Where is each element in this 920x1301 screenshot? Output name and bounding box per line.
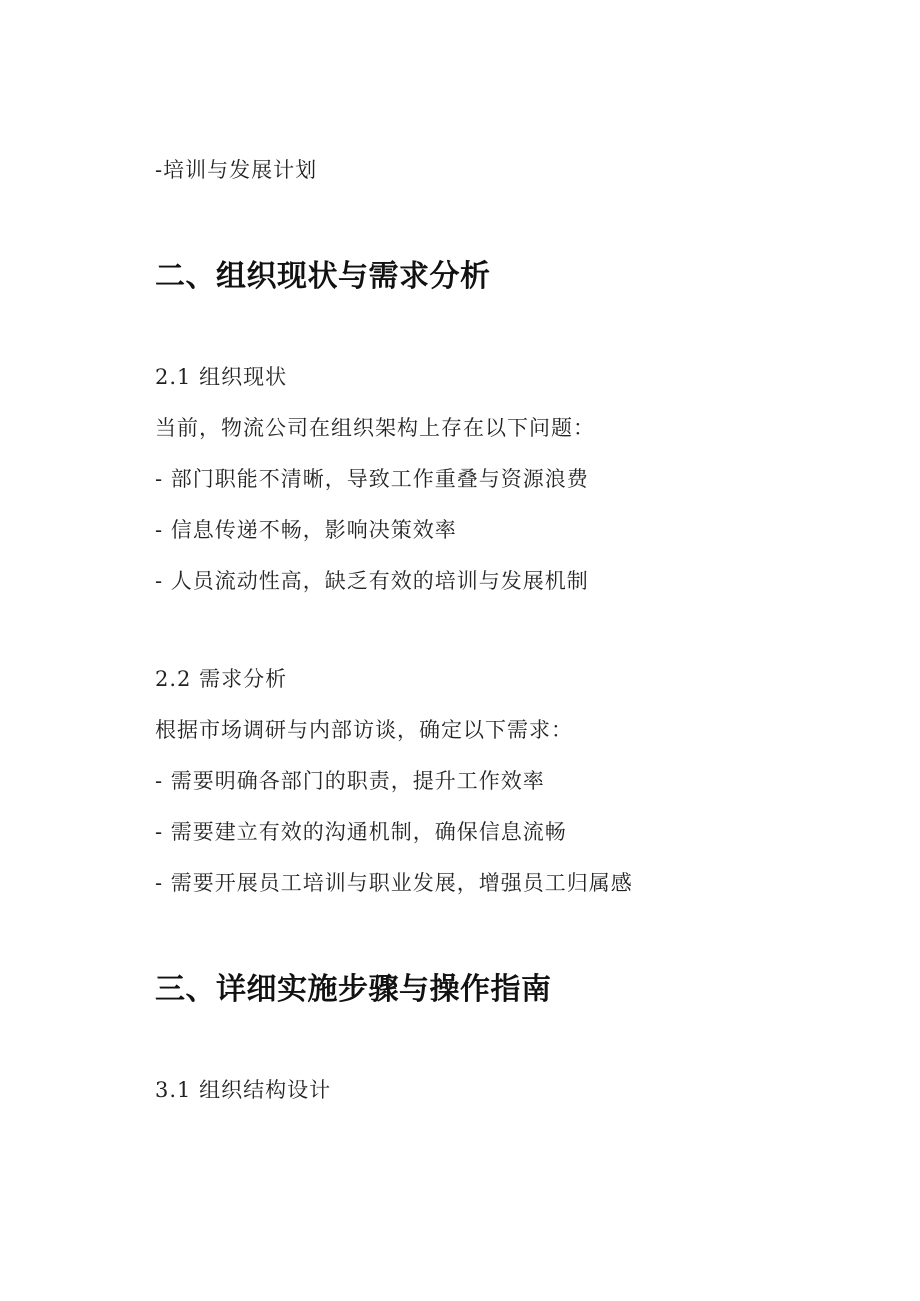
list-item: - 需要开展员工培训与职业发展，增强员工归属感 <box>155 871 633 895</box>
subsection-3-1-heading: 3.1 组织结构设计 <box>155 1078 332 1102</box>
section-2-heading: 二、组织现状与需求分析 <box>155 259 491 294</box>
list-item: - 部门职能不清晰，导致工作重叠与资源浪费 <box>155 467 589 491</box>
list-item: - 信息传递不畅，影响决策效率 <box>155 518 457 542</box>
section-3-heading: 三、详细实施步骤与操作指南 <box>155 972 552 1007</box>
subsection-2-1-lead: 当前，物流公司在组织架构上存在以下问题： <box>155 416 595 440</box>
list-item: - 需要建立有效的沟通机制，确保信息流畅 <box>155 820 567 844</box>
list-item: - 需要明确各部门的职责，提升工作效率 <box>155 769 545 793</box>
subsection-2-1-heading: 2.1 组织现状 <box>155 365 288 389</box>
subsection-2-2-lead: 根据市场调研与内部访谈，确定以下需求： <box>155 718 573 742</box>
subsection-2-2-heading: 2.2 需求分析 <box>155 667 288 691</box>
intro-line: -培训与发展计划 <box>155 158 318 182</box>
list-item: - 人员流动性高，缺乏有效的培训与发展机制 <box>155 569 589 593</box>
